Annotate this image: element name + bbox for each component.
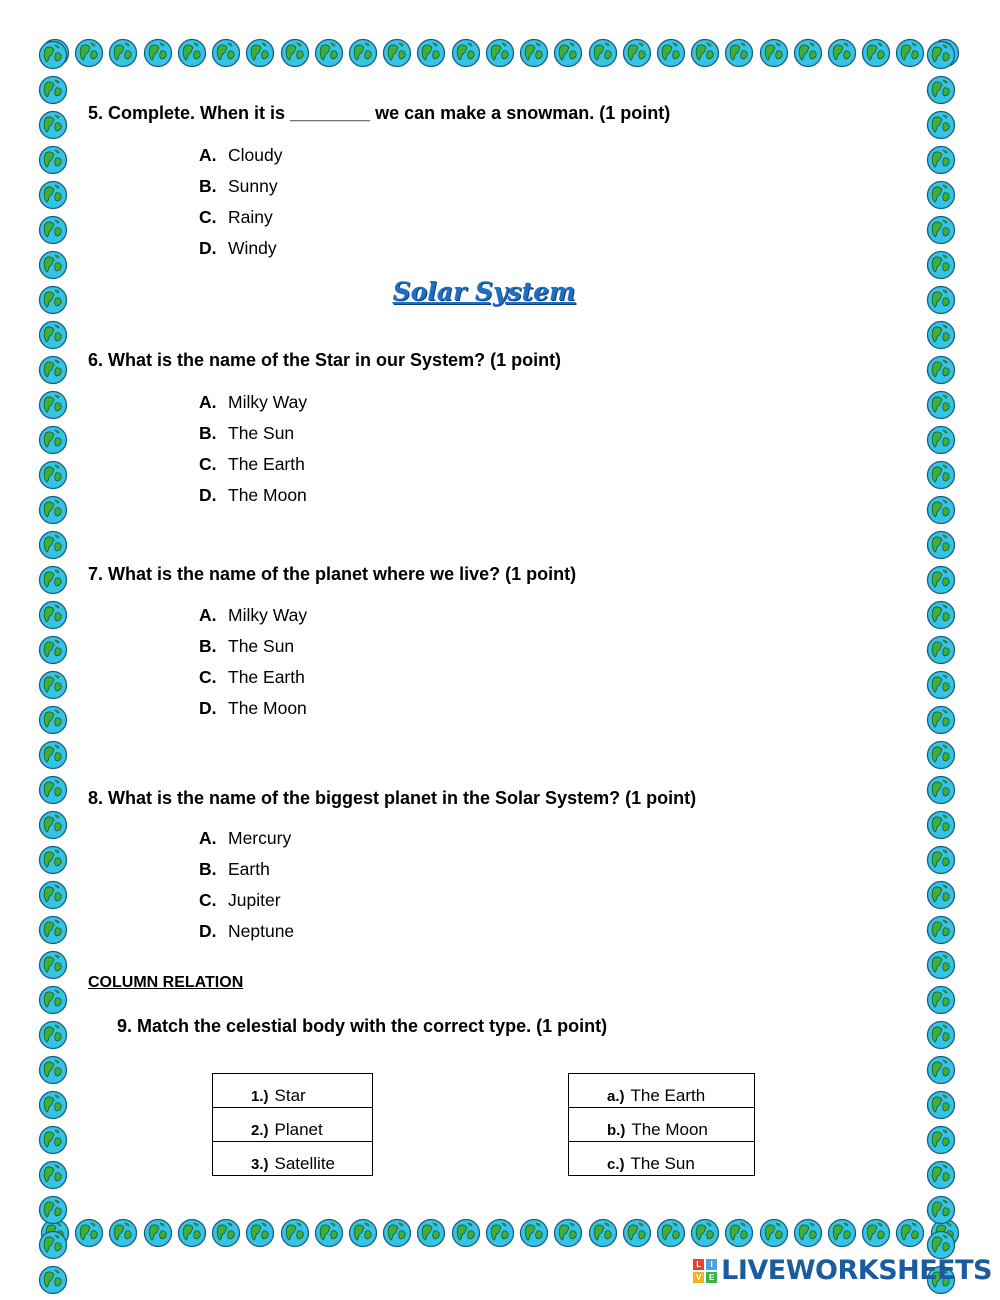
match-right-key: c.) (607, 1156, 625, 1173)
globe-icon (724, 1218, 754, 1252)
globe-icon (38, 390, 72, 425)
globe-icon (926, 390, 960, 425)
globe-icon (108, 1218, 138, 1252)
option-letter: A. (199, 145, 217, 165)
globe-icon (485, 1218, 515, 1252)
globe-icon (519, 38, 549, 72)
globe-icon (38, 145, 72, 180)
match-right-cell (569, 1142, 755, 1176)
globe-icon (926, 1090, 960, 1125)
globe-icon (38, 110, 72, 145)
globe-icon (38, 1090, 72, 1125)
globe-icon (348, 1218, 378, 1252)
option-letter: A. (199, 605, 217, 625)
globe-icon (759, 38, 789, 72)
globe-icon (926, 1125, 960, 1160)
option-letter: D. (199, 698, 217, 718)
globe-icon (38, 635, 72, 670)
globe-icon (416, 38, 446, 72)
globe-icon (553, 1218, 583, 1252)
globe-icon (622, 1218, 652, 1252)
globe-icon (485, 38, 515, 72)
globe-icon (926, 565, 960, 600)
option-c[interactable] (199, 662, 307, 693)
logo-block: E (706, 1272, 717, 1283)
question-8-options (199, 823, 294, 947)
option-text: The Sun (228, 423, 295, 443)
globe-icon (382, 1218, 412, 1252)
question-7-text: 7. What is the name of the planet where we live? (1 point) (88, 564, 577, 584)
globe-icon (143, 1218, 173, 1252)
match-left-cell (213, 1142, 373, 1176)
globe-icon (926, 75, 960, 110)
globe-icon (38, 950, 72, 985)
option-a[interactable] (199, 387, 307, 418)
option-text: The Sun (228, 636, 295, 656)
option-d[interactable] (199, 233, 282, 264)
match-left-text: Planet (274, 1120, 323, 1139)
globe-icon (245, 38, 275, 72)
globe-icon (926, 495, 960, 530)
globe-icon (926, 215, 960, 250)
globe-icon (38, 810, 72, 845)
globe-icon (211, 1218, 241, 1252)
globe-icon (211, 38, 241, 72)
question-6-text: 6. What is the name of the Star in our System? (1 point) (88, 350, 562, 370)
match-left-key: 2.) (251, 1122, 269, 1139)
globe-icon (38, 215, 72, 250)
globe-icon (38, 1125, 72, 1160)
match-right-key: b.) (607, 1122, 626, 1139)
globe-icon (926, 460, 960, 495)
globe-icon (553, 38, 583, 72)
globe-icon (926, 915, 960, 950)
globe-icon (926, 110, 960, 145)
globe-icon (280, 1218, 310, 1252)
option-letter: B. (199, 176, 217, 196)
option-c[interactable] (199, 449, 307, 480)
logo-block: V (693, 1272, 704, 1283)
globe-icon (926, 810, 960, 845)
globe-icon (926, 1160, 960, 1195)
match-left-cell (213, 1074, 373, 1108)
globe-icon (519, 1218, 549, 1252)
globe-icon (245, 1218, 275, 1252)
globe-icon (588, 38, 618, 72)
globe-icon (280, 38, 310, 72)
globe-icon (38, 600, 72, 635)
globe-icon (38, 530, 72, 565)
globe-icon (926, 40, 960, 75)
globe-icon (926, 355, 960, 390)
globe-icon (74, 38, 104, 72)
question-6-options (199, 387, 307, 511)
question-5-options (199, 140, 282, 264)
match-right-text: The Earth (630, 1086, 706, 1105)
option-letter: A. (199, 392, 217, 412)
option-b[interactable] (199, 854, 294, 885)
match-left-cell (213, 1108, 373, 1142)
option-text: Milky Way (228, 605, 308, 625)
globe-icon (38, 75, 72, 110)
globe-icon (926, 740, 960, 775)
globe-icon (38, 40, 72, 75)
globe-icon (926, 635, 960, 670)
option-text: Earth (228, 859, 270, 879)
match-left-key: 3.) (251, 1156, 269, 1173)
globe-icon (926, 600, 960, 635)
globe-icon (38, 705, 72, 740)
option-text: Sunny (228, 176, 278, 196)
globe-icon (926, 530, 960, 565)
globe-icon (38, 880, 72, 915)
match-right-row[interactable] (569, 1142, 755, 1176)
globe-icon (38, 915, 72, 950)
globe-icon (861, 38, 891, 72)
globe-icon (926, 775, 960, 810)
globe-icon (895, 1218, 925, 1252)
option-text: Rainy (228, 207, 273, 227)
globe-icon (622, 38, 652, 72)
section-title: Solar System (392, 277, 576, 306)
match-right-cell (569, 1074, 755, 1108)
globe-icon (38, 1160, 72, 1195)
globe-icon (38, 1055, 72, 1090)
option-text: Mercury (228, 828, 292, 848)
option-text: The Earth (228, 454, 305, 474)
option-text: Milky Way (228, 392, 308, 412)
match-left-row[interactable] (213, 1108, 373, 1142)
option-d[interactable] (199, 480, 307, 511)
globe-icon (38, 495, 72, 530)
match-left-text: Star (274, 1086, 306, 1105)
option-letter: C. (199, 890, 217, 910)
globe-icon (926, 845, 960, 880)
globe-icon (38, 985, 72, 1020)
option-letter: B. (199, 636, 217, 656)
globe-icon (926, 1055, 960, 1090)
globe-icon (451, 38, 481, 72)
match-right-table (568, 1073, 755, 1176)
option-b[interactable] (199, 631, 307, 662)
globe-icon (38, 740, 72, 775)
option-c[interactable] (199, 885, 294, 916)
globe-icon (759, 1218, 789, 1252)
globe-icon (38, 565, 72, 600)
globe-icon (690, 38, 720, 72)
option-text: Windy (228, 238, 277, 258)
match-left-text: Satellite (274, 1154, 335, 1173)
globe-icon (38, 775, 72, 810)
globe-icon (38, 1230, 72, 1265)
border-top (40, 38, 960, 72)
globe-icon (895, 38, 925, 72)
globe-icon (38, 670, 72, 705)
globe-icon (724, 38, 754, 72)
logo-block: L (693, 1259, 704, 1270)
globe-icon (74, 1218, 104, 1252)
option-letter: D. (199, 921, 217, 941)
globe-icon (926, 670, 960, 705)
option-c[interactable] (199, 202, 282, 233)
globe-icon (108, 38, 138, 72)
option-text: The Moon (228, 485, 307, 505)
globe-icon (926, 180, 960, 215)
option-letter: C. (199, 667, 217, 687)
globe-icon (656, 38, 686, 72)
globe-icon (656, 1218, 686, 1252)
match-left-row[interactable] (213, 1142, 373, 1176)
globe-icon (451, 1218, 481, 1252)
option-text: Neptune (228, 921, 295, 941)
globe-icon (926, 320, 960, 355)
match-right-text: The Sun (630, 1154, 695, 1173)
globe-icon (177, 38, 207, 72)
match-right-row[interactable] (569, 1108, 755, 1142)
logo-blocks-icon (693, 1259, 717, 1283)
globe-icon (314, 38, 344, 72)
globe-icon (926, 880, 960, 915)
option-b[interactable] (199, 171, 282, 202)
globe-icon (926, 425, 960, 460)
globe-icon (926, 1020, 960, 1055)
globe-icon (926, 705, 960, 740)
option-d[interactable] (199, 693, 307, 724)
globe-icon (38, 845, 72, 880)
option-letter: B. (199, 859, 217, 879)
option-letter: B. (199, 423, 217, 443)
globe-icon (348, 38, 378, 72)
option-text: Cloudy (228, 145, 283, 165)
border-bottom (40, 1218, 960, 1252)
globe-icon (38, 180, 72, 215)
globe-icon (416, 1218, 446, 1252)
option-a[interactable] (199, 140, 282, 171)
option-text: Jupiter (228, 890, 281, 910)
option-d[interactable] (199, 916, 294, 947)
globe-icon (588, 1218, 618, 1252)
globe-icon (38, 1195, 72, 1230)
globe-icon (793, 38, 823, 72)
match-right-text: The Moon (631, 1120, 708, 1139)
option-text: The Moon (228, 698, 307, 718)
globe-icon (314, 1218, 344, 1252)
globe-icon (861, 1218, 891, 1252)
option-text: The Earth (228, 667, 305, 687)
liveworksheets-logo[interactable] (693, 1255, 992, 1286)
option-letter: D. (199, 238, 217, 258)
globe-icon (38, 460, 72, 495)
globe-icon (38, 1020, 72, 1055)
option-a[interactable] (199, 600, 307, 631)
option-letter: A. (199, 828, 217, 848)
globe-icon (143, 38, 173, 72)
question-7-options (199, 600, 307, 724)
match-right-key: a.) (607, 1088, 625, 1105)
globe-icon (926, 145, 960, 180)
question-8-text: 8. What is the name of the biggest planet in the Solar System? (1 point) (88, 788, 697, 808)
globe-icon (827, 1218, 857, 1252)
globe-icon (926, 985, 960, 1020)
match-left-table (212, 1073, 373, 1176)
match-left-key: 1.) (251, 1088, 269, 1105)
globe-icon (38, 1265, 72, 1300)
border-left (38, 40, 72, 1250)
option-letter: C. (199, 207, 217, 227)
match-right-row[interactable] (569, 1074, 755, 1108)
question-9-text: 9. Match the celestial body with the correct type. (1 point) (117, 1016, 608, 1036)
globe-icon (38, 320, 72, 355)
option-letter: D. (199, 485, 217, 505)
globe-icon (177, 1218, 207, 1252)
globe-icon (38, 425, 72, 460)
match-right-cell (569, 1108, 755, 1142)
option-a[interactable] (199, 823, 294, 854)
globe-icon (690, 1218, 720, 1252)
border-right (926, 40, 960, 1250)
match-left-row[interactable] (213, 1074, 373, 1108)
globe-icon (827, 38, 857, 72)
globe-icon (38, 355, 72, 390)
globe-icon (793, 1218, 823, 1252)
question-5-text: 5. Complete. When it is ________ we can make a snowman. (1 point) (88, 103, 671, 123)
column-relation-heading: COLUMN RELATION (88, 974, 244, 991)
logo-block: I (706, 1259, 717, 1270)
globe-icon (382, 38, 412, 72)
option-letter: C. (199, 454, 217, 474)
option-b[interactable] (199, 418, 307, 449)
logo-text: LIVEWORKSHEETS (721, 1255, 992, 1286)
globe-icon (926, 950, 960, 985)
globe-icon (926, 1195, 960, 1230)
